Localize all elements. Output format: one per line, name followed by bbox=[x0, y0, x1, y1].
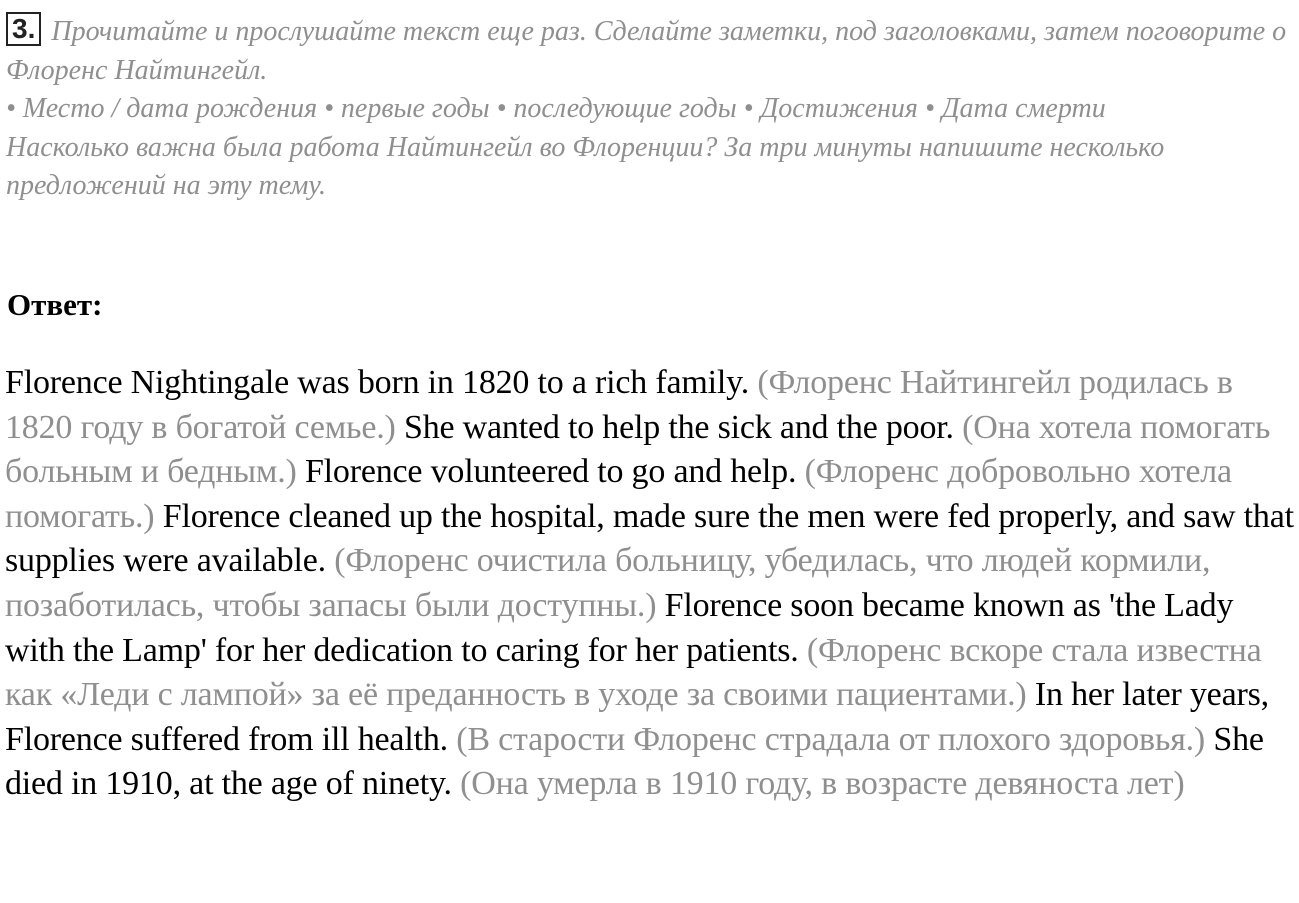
answer-translation-ru: (В старости Флоренс страдала от плохого здоровья.) bbox=[456, 720, 1206, 758]
answer-translation-ru: (Флоренс очистила больницу, убедилась, что людей кормили, позаботилась, чтобы запасы были доступны.) bbox=[5, 542, 1211, 624]
task-question: Насколько важна была работа Найтингейл во Флоренции? За три минуты напишите несколько предложений на эту тему. bbox=[6, 131, 1165, 201]
answer-sentence-en: Florence Nightingale was born in 1820 to a rich family. bbox=[5, 364, 750, 401]
answer-sentence-en: She died in 1910, at the age of ninety. bbox=[5, 720, 1264, 803]
answer-sentence-en: Florence volunteered to go and help. bbox=[304, 453, 797, 491]
answer-sentence-en: She wanted to help the sick and the poor. bbox=[403, 408, 954, 446]
answer-translation-ru: (Флоренс добровольно хотела помогать.) bbox=[5, 453, 1232, 535]
task-block bbox=[6, 12, 1296, 206]
answer-translation-ru: (Флоренс Найтингейл родилась в 1820 году в богатой семье.) bbox=[5, 364, 1233, 446]
answer-translation-ru: (Она умерла в 1910 году, в возрасте девяноста лет) bbox=[460, 765, 1185, 803]
answer-translation-ru: (Флоренс вскоре стала известна как «Леди с лампой» за её преданность в уходе за своими пациентами.) bbox=[5, 631, 1262, 714]
answer-sentence-en: Florence cleaned up the hospital, made sure the men were fed properly, and saw that supplies were available. bbox=[5, 497, 1294, 580]
answer-sentence-en: Florence soon became known as 'the Lady with the Lamp' for her dedication to caring for her patients. bbox=[5, 586, 1234, 669]
task-headings: • Место / дата рождения • первые годы • последующие годы • Достижения • Дата смерти bbox=[6, 93, 1106, 124]
answer-text bbox=[5, 361, 1299, 807]
task-number-badge: 3. bbox=[6, 12, 41, 46]
task-instruction: Прочитайте и прослушайте текст еще раз. Сделайте заметки, под заголовками, затем поговорите о Флоренс Найтингейл. bbox=[6, 16, 1287, 86]
answer-label: Ответ: bbox=[7, 287, 103, 322]
answer-sentence-en: In her later years, Florence suffered from ill health. bbox=[5, 676, 1269, 758]
answer-translation-ru: (Она хотела помогать больным и бедным.) bbox=[5, 408, 1271, 491]
